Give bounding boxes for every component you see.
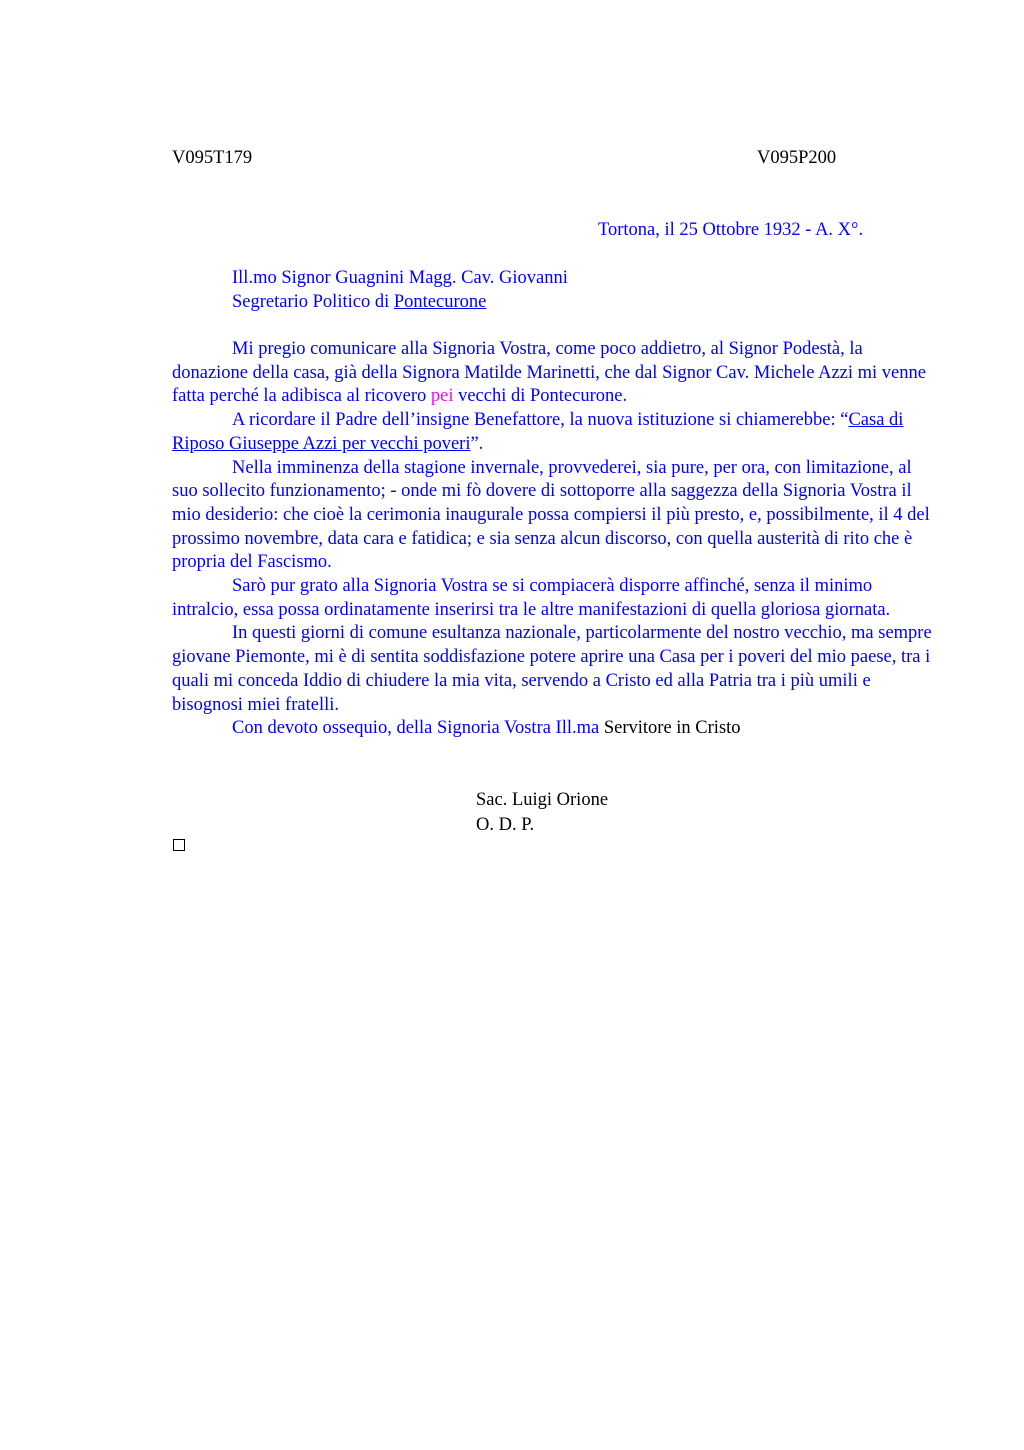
closing-servant: Servitore in Cristo: [603, 718, 741, 739]
recipient-name: Ill.mo Signor Guagnini Magg. Cav. Giovanni: [232, 268, 568, 288]
paragraph-institution-text-a: A ricordare il Padre dell’insigne Benefattore, la nuova istituzione si chiamerebbe: “: [232, 410, 849, 431]
paragraph-donation-text-a: Mi pregio comunicare alla Signoria Vostra, come poco addietro, al Signor Podestà, la donazione della casa, già della Signora Matilde Marinetti, che dal Signor Cav. Michele Azzi mi venne fatta perché la adibisca al ricovero: [172, 339, 926, 407]
letter-recipient: [232, 266, 568, 314]
paragraph-institution-text-b: ”.: [470, 433, 484, 454]
letter-body: [172, 338, 932, 741]
closing-line: [172, 717, 932, 741]
paragraph-celebration: In questi giorni di comune esultanza nazionale, particolarmente del nostro vecchio, ma sempre giovane Piemonte, mi è di sentita soddisfazione potere aprire una Casa per i poveri del mio paese, tra i quali mi conceda Iddio di chiudere la mia vita, servendo a Cristo ed alla Patria tra i più umili e bisognosi miei fratelli.: [172, 623, 932, 715]
letter-date: Tortona, il 25 Ottobre 1932 - A. X°.: [598, 220, 864, 240]
paragraph-institution-name: [172, 409, 932, 456]
paragraph-ceremony: Nella imminenza della stagione invernale, provvederei, sia pure, per ora, con limitazione, al suo sollecito funzionamento; - onde mi fò dovere di sottoporre alla saggezza della Signoria Vostra il mio desiderio: che cioè la cerimonia inaugurale possa compiersi il più presto, e, possibilmente, il 4 del prossimo novembre, data cara e fatidica; e sia senza alcun discorso, con quella austerità di rito che è propria del Fascismo.: [172, 457, 930, 573]
recipient-title: [232, 290, 568, 314]
signature-order: O. D. P.: [476, 814, 535, 835]
recipient-title-prefix: Segretario Politico di: [232, 292, 394, 312]
paragraph-gratitude: Sarò pur grato alla Signoria Vostra se si compiacerà disporre affinché, senza il minimo intralcio, essa possa ordinatamente inserirsi tra le altre manifestazioni di quella gloriosa giornata.: [172, 576, 891, 620]
signature-name: Sac. Luigi Orione: [476, 790, 609, 810]
paragraph-donation-text-b: vecchi di Pontecurone.: [453, 386, 628, 407]
paragraph-donation: [172, 338, 932, 409]
document-code-left: V095T179: [172, 148, 253, 168]
institution-title: Casa di Riposo Giuseppe Azzi per vecchi poveri: [172, 410, 904, 454]
recipient-place: Pontecurone: [393, 292, 487, 312]
signature-block: [476, 788, 608, 837]
document-code-right: V095P200: [757, 148, 837, 168]
empty-box-icon: [173, 839, 185, 851]
closing-text: Con devoto ossequio, della Signoria Vostra Ill.ma: [232, 718, 604, 739]
highlighted-word: pei: [430, 386, 454, 407]
